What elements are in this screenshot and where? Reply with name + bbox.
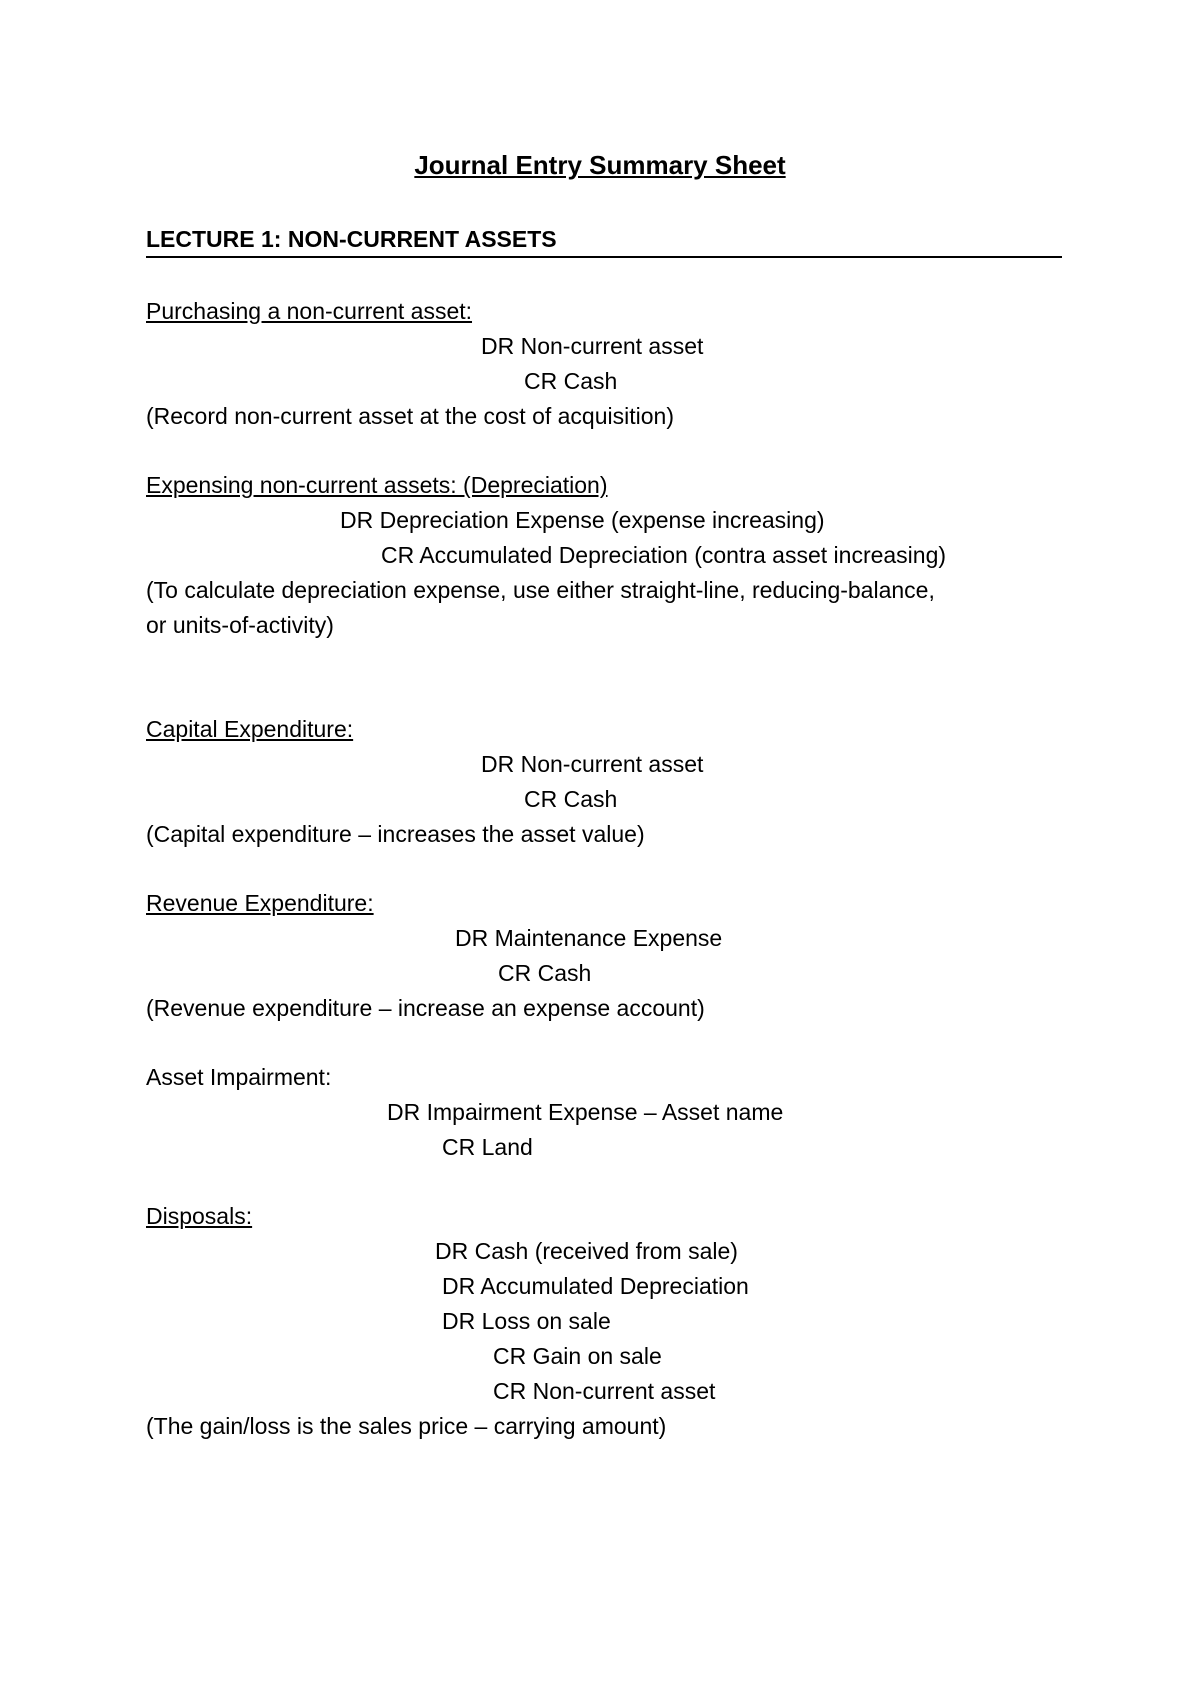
section-heading-disposals: Disposals: xyxy=(146,1203,253,1229)
section-heading-revenue-expenditure: Revenue Expenditure: xyxy=(146,890,374,916)
journal-debit-line: DR Maintenance Expense xyxy=(455,925,723,951)
journal-debit-line: DR Non-current asset xyxy=(481,333,704,359)
section-heading-depreciation: Expensing non-current assets: (Depreciation) xyxy=(146,472,608,498)
section-note: (The gain/loss is the sales price – carrying amount) xyxy=(146,1413,667,1439)
section-note: or units-of-activity) xyxy=(146,612,334,638)
section-note: (Revenue expenditure – increase an expense account) xyxy=(146,995,705,1021)
section-note: (Record non-current asset at the cost of acquisition) xyxy=(146,403,674,429)
journal-credit-line: CR Land xyxy=(442,1134,533,1160)
journal-credit-line: CR Accumulated Depreciation (contra asset increasing) xyxy=(381,542,947,568)
lecture-heading: LECTURE 1: NON-CURRENT ASSETS xyxy=(146,226,557,252)
journal-credit-line: CR Gain on sale xyxy=(493,1343,662,1369)
journal-debit-line: DR Loss on sale xyxy=(442,1308,611,1334)
journal-credit-line: CR Cash xyxy=(524,786,618,812)
section-heading-purchasing: Purchasing a non-current asset: xyxy=(146,298,473,324)
section-heading-capital-expenditure: Capital Expenditure: xyxy=(146,716,354,742)
section-note: (Capital expenditure – increases the asset value) xyxy=(146,821,645,847)
journal-debit-line: DR Impairment Expense – Asset name xyxy=(387,1099,784,1125)
page-title: Journal Entry Summary Sheet xyxy=(414,150,786,180)
journal-debit-line: DR Non-current asset xyxy=(481,751,704,777)
journal-debit-line: DR Accumulated Depreciation xyxy=(442,1273,749,1299)
journal-debit-line: DR Depreciation Expense (expense increasing) xyxy=(340,507,825,533)
section-heading-asset-impairment: Asset Impairment: xyxy=(146,1064,332,1090)
journal-debit-line: DR Cash (received from sale) xyxy=(435,1238,738,1264)
journal-credit-line: CR Non-current asset xyxy=(493,1378,716,1404)
journal-credit-line: CR Cash xyxy=(524,368,618,394)
journal-credit-line: CR Cash xyxy=(498,960,592,986)
horizontal-divider xyxy=(146,256,1062,258)
section-note: (To calculate depreciation expense, use either straight-line, reducing-balance, xyxy=(146,577,935,603)
